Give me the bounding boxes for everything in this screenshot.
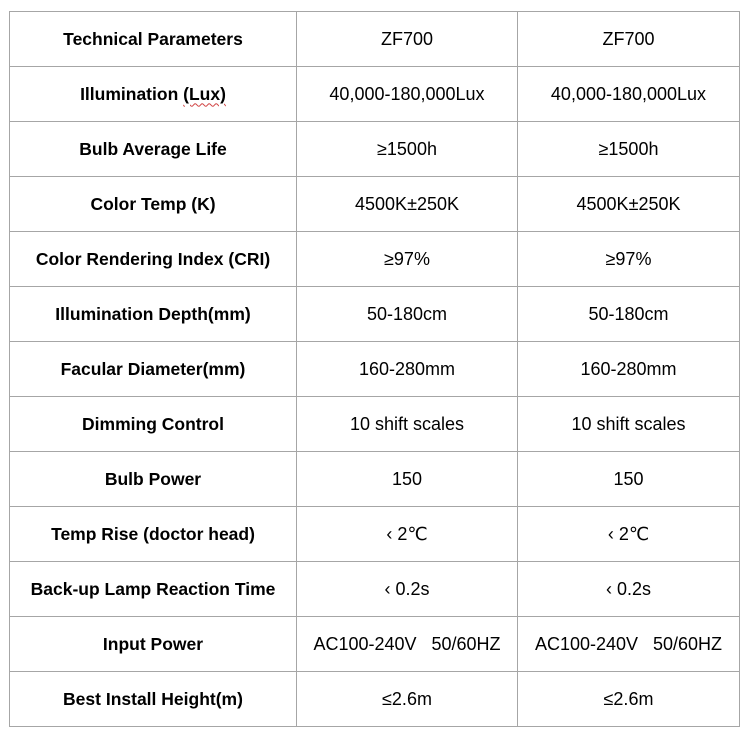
header-label: Technical Parameters (10, 12, 297, 67)
table-row (10, 672, 740, 727)
table-row (10, 617, 740, 672)
row-value-1: 50-180cm (297, 287, 518, 342)
header-model-1: ZF700 (297, 12, 518, 67)
row-label: Bulb Average Life (10, 122, 297, 177)
row-label: Input Power (10, 617, 297, 672)
row-value-2: 150 (518, 452, 740, 507)
row-value-1: 10 shift scales (297, 397, 518, 452)
row-label: Illumination Depth(mm) (10, 287, 297, 342)
row-label-unit: (Lux) (183, 83, 226, 104)
row-value-2: ‹ 0.2s (518, 562, 740, 617)
technical-parameters-table (9, 11, 740, 727)
row-value-2: 160-280mm (518, 342, 740, 397)
row-label: Facular Diameter(mm) (10, 342, 297, 397)
row-label (10, 67, 297, 122)
row-value-2: 10 shift scales (518, 397, 740, 452)
table-row (10, 342, 740, 397)
row-value-2: 50-180cm (518, 287, 740, 342)
row-label-text: Illumination (80, 83, 179, 104)
row-label: Temp Rise (doctor head) (10, 507, 297, 562)
row-label: Bulb Power (10, 452, 297, 507)
table-row (10, 562, 740, 617)
header-model-2: ZF700 (518, 12, 740, 67)
row-value-2: ≥1500h (518, 122, 740, 177)
row-value-1: ≤2.6m (297, 672, 518, 727)
table-row (10, 287, 740, 342)
row-value-2: ≤2.6m (518, 672, 740, 727)
table-row (10, 397, 740, 452)
table-row (10, 452, 740, 507)
row-value-2: ≥97% (518, 232, 740, 287)
row-value-1: ‹ 2℃ (297, 507, 518, 562)
row-value-1: 160-280mm (297, 342, 518, 397)
row-value-2: 40,000-180,000Lux (518, 67, 740, 122)
row-value-1: ≥97% (297, 232, 518, 287)
row-value-1: 150 (297, 452, 518, 507)
row-value-1: ≥1500h (297, 122, 518, 177)
row-label: Color Temp (K) (10, 177, 297, 232)
row-label: Dimming Control (10, 397, 297, 452)
table-row (10, 232, 740, 287)
row-value-1: 4500K±250K (297, 177, 518, 232)
row-label: Best Install Height(m) (10, 672, 297, 727)
row-value-1: 40,000-180,000Lux (297, 67, 518, 122)
row-value-1: AC100-240V 50/60HZ (297, 617, 518, 672)
row-value-2: AC100-240V 50/60HZ (518, 617, 740, 672)
table-header-row (10, 12, 740, 67)
table-row (10, 67, 740, 122)
row-value-1: ‹ 0.2s (297, 562, 518, 617)
row-value-2: 4500K±250K (518, 177, 740, 232)
row-label: Color Rendering Index (CRI) (10, 232, 297, 287)
table-row (10, 122, 740, 177)
table-row (10, 507, 740, 562)
row-label: Back-up Lamp Reaction Time (10, 562, 297, 617)
table-row (10, 177, 740, 232)
row-value-2: ‹ 2℃ (518, 507, 740, 562)
